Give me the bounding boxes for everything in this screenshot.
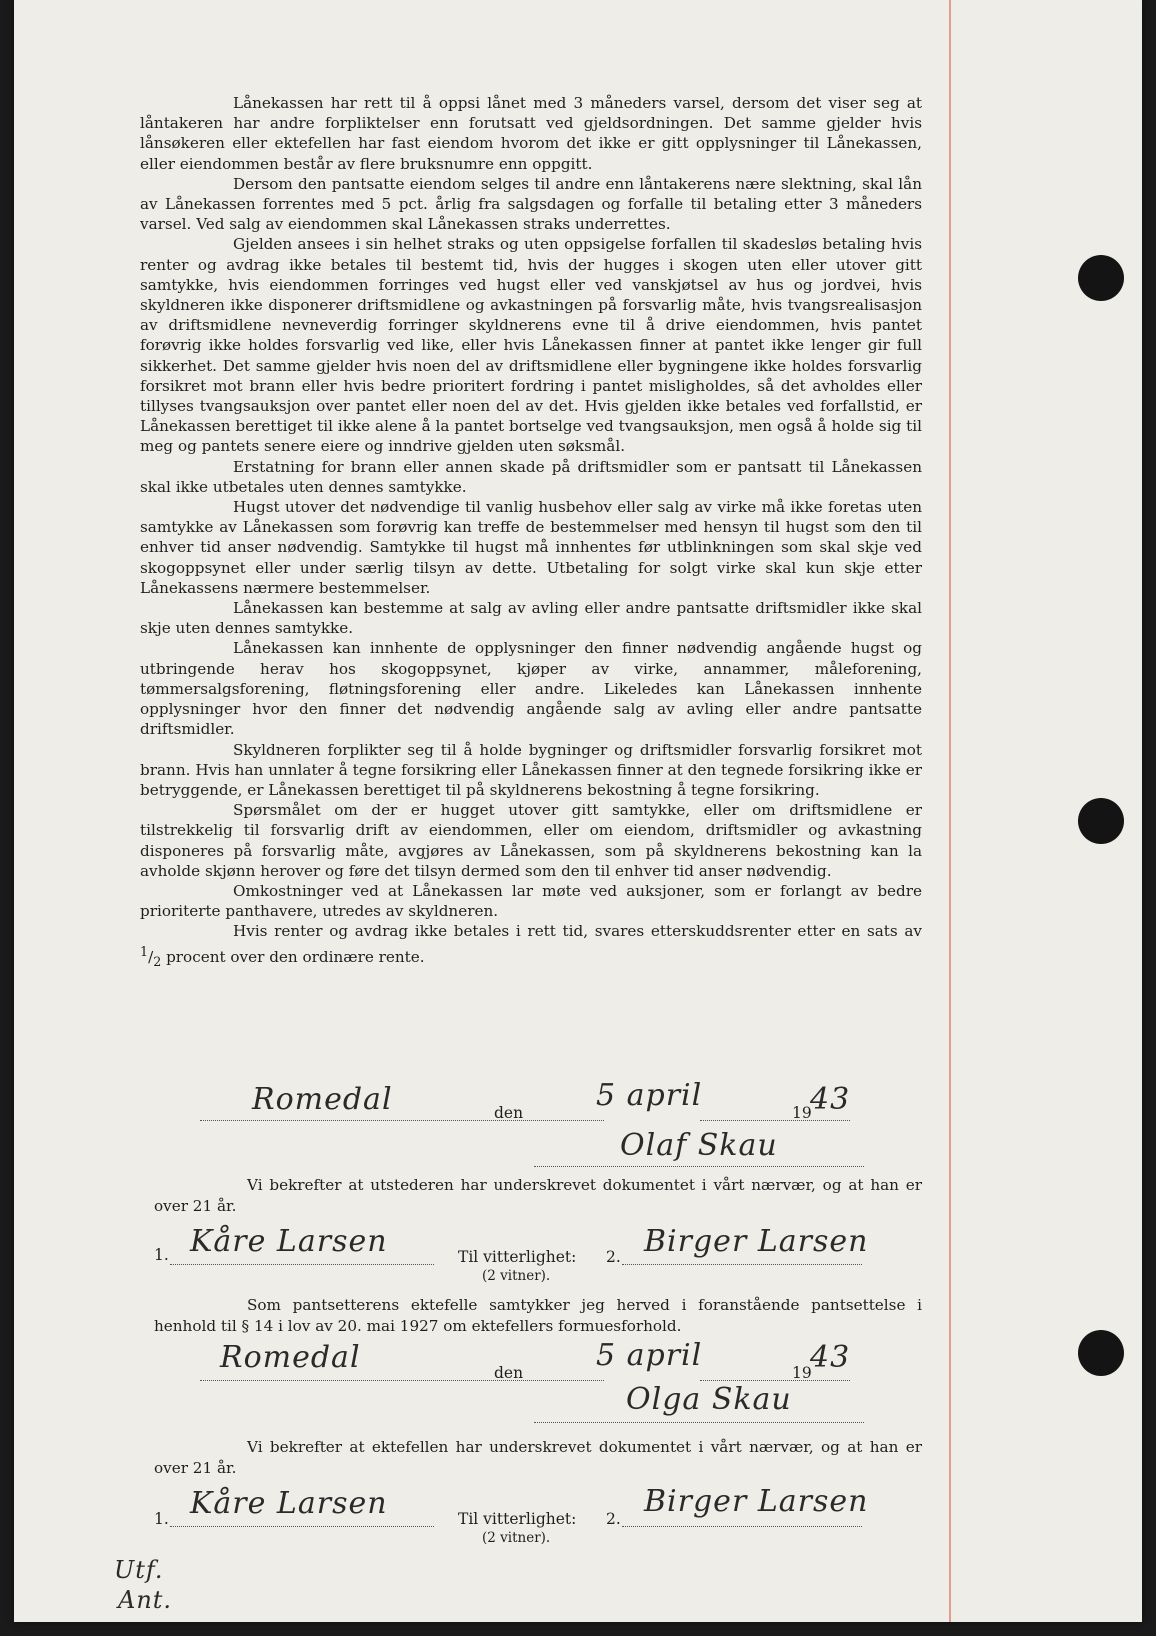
punch-hole-bottom <box>1078 1330 1124 1376</box>
punch-hole-middle <box>1078 798 1124 844</box>
punch-hole-top <box>1078 255 1124 301</box>
signature-olga-skau: Olga Skau <box>626 1382 792 1417</box>
fraction-denominator: 2 <box>153 953 162 969</box>
paragraph-costs: Omkostninger ved at Lånekassen lar møte ved auksjoner, som er forlangt av bedre prioriterte panthavere, utredes av skyldneren. <box>140 881 922 921</box>
den-label: den <box>494 1364 524 1382</box>
dotted-line <box>622 1264 862 1265</box>
dotted-line <box>700 1120 850 1121</box>
date-handwriting: 5 april <box>596 1078 703 1113</box>
witness-number-1: 1. <box>154 1510 169 1528</box>
paragraph-termination: Lånekassen har rett til å oppsi lånet med 3 måneders varsel, dersom det viser seg at låntakeren har andre forpliktelser enn forutsatt ved gjeldsordningen. Det samme gjelder hvis lånsøkeren eller ektefellen har fast eiendom hvorom det ikke er gitt opplysninger til Lånekassen, eller eiendommen består av flere bruksnumre enn oppgitt. <box>140 94 922 173</box>
year-handwriting: 43 <box>810 1082 851 1117</box>
place-handwriting: Romedal <box>220 1340 361 1375</box>
signer-row-2 <box>140 1382 922 1436</box>
signing-row-1 <box>140 1078 922 1132</box>
den-label: den <box>494 1104 524 1122</box>
witness-number-2: 2. <box>606 1248 621 1266</box>
margin-note-utf: Utf. <box>114 1556 164 1584</box>
date-handwriting: 5 april <box>596 1338 703 1373</box>
dotted-line <box>200 1380 604 1381</box>
witness-label: Til vitterlighet: <box>458 1248 577 1266</box>
paragraph-interest: Hvis renter og avdrag ikke betales i rett tid, svares etterskuddsrenter etter en sats av $^1/_2$ procent over den ordinære rente. <box>140 922 922 969</box>
signature-kare-larsen: Kåre Larsen <box>190 1224 388 1259</box>
paragraph-information: Lånekassen kan innhente de opplysninger den finner nødvendig angående hugst og utbringende herav hos skogoppsynet, kjøper av virke, annammer, måleforening, tømmersalgsforening, fløtningsforening eller andre. Likeledes kan Lånekassen innhente opplysninger hvor den finner det nødvendig angående salg av avling eller andre pantsatte driftsmidler. <box>140 639 922 739</box>
signature-kare-larsen: Kåre Larsen <box>190 1486 388 1521</box>
paragraph-sale: Dersom den pantsatte eiendom selges til andre enn låntakerens nære slektning, skal lån av Lånekassen forrentes med 5 pct. årlig fra salgsdagen og forfalle til betaling etter 3 måneders varsel. Ved salg av eiendommen skal Lånekassen straks underrettes. <box>140 174 922 234</box>
place-handwriting: Romedal <box>252 1082 393 1117</box>
terms-text <box>140 93 922 972</box>
year-prefix: 19 <box>792 1364 812 1382</box>
attestation-1: Vi bekrefter at utstederen har underskrevet dokumentet i vårt nærvær, og at han er over 21 år. <box>154 1176 922 1215</box>
dotted-line <box>170 1264 434 1265</box>
dotted-line <box>200 1120 604 1121</box>
signature-olaf-skau: Olaf Skau <box>620 1128 778 1163</box>
dotted-line <box>170 1526 434 1527</box>
witness-number-2: 2. <box>606 1510 621 1528</box>
witness-row-1 <box>140 1224 922 1284</box>
dotted-line <box>700 1380 850 1381</box>
dotted-line <box>622 1526 862 1527</box>
paragraph-assessment: Spørsmålet om der er hugget utover gitt samtykke, eller om driftsmidlene er tilstrekkelig til forsvarlig drift av eiendommen, eller om eiendom, driftsmidler og avkastning disponeres på forsvarlig måte, avgjøres av Lånekassen, som på skyldnerens bekostning kan la avholde skjønn herover og føre det tilsyn dermed som den til enhver tid anser nødvendig. <box>140 801 922 880</box>
signature-birger-larsen: Birger Larsen <box>644 1484 869 1519</box>
witness-count-note: (2 vitner). <box>482 1530 551 1546</box>
witness-count-note: (2 vitner). <box>482 1268 551 1284</box>
signer-row-1 <box>140 1128 922 1178</box>
paragraph-logging: Hugst utover det nødvendige til vanlig husbehov eller salg av virke må ikke foretas uten samtykke av Lånekassen som forøvrig kan treffe de bestemmelser med hensyn til hugst som den til enhver tid anser nødvendig. Samtykke til hugst må innhentes før utblinkningen som skal skje ved skogoppsynet eller under særlig tilsyn av dette. Utbetaling for solgt virke skal kun skje etter Lånekassens nærmere bestemmelser. <box>140 498 922 597</box>
witness-row-2 <box>140 1484 922 1546</box>
attestation-2: Vi bekrefter at ektefellen har underskrevet dokumentet i vårt nærvær, og at han er over 21 år. <box>154 1438 922 1477</box>
witness-number-1: 1. <box>154 1246 169 1264</box>
dotted-line <box>534 1166 864 1167</box>
signing-row-2 <box>140 1338 922 1392</box>
fraction-numerator: 1 <box>140 943 149 959</box>
paragraph-default: Gjelden ansees i sin helhet straks og uten oppsigelse forfallen til skadesløs betaling hvis renter og avdrag ikke betales til bestemt tid, hvis der hugges i skogen uten eller utover gitt samtykke, hvis eiendommen forringes ved hugst eller ved vanskjøtsel av hus og jordvei, hvis skyldneren ikke disponerer driftsmidlene og avkastningen på forsvarlig måte, hvis tvangsrealisasjon av driftsmidlene nevneverdig forringer skyldnerens evne til å drive eiendommen, hvis pantet forøvrig ikke holdes forsvarlig ved like, eller hvis Lånekassen finner at pantet ikke lenger gir full sikkerhet. Det samme gjelder hvis noen del av driftsmidlene eller bygningene ikke holdes forsvarlig forsikret mot brann eller hvis bedre prioritert fordring i pantet misligholdes, så det avholdes eller tillyses tvangsauksjon over pantet eller noen del av det. Hvis gjelden ikke betales ved forfallstid, er Lånekassen berettiget til ikke alene å la pantet bortselge ved tvangsauksjon, men også å holde sig til meg og pantets senere eiere og inndrive gjelden uten søksmål. <box>140 235 922 456</box>
red-margin-line <box>949 0 951 1622</box>
paragraph-crop-sale: Lånekassen kan bestemme at salg av avling eller andre pantsatte driftsmidler ikke skal skje uten dennes samtykke. <box>140 599 922 638</box>
year-handwriting: 43 <box>810 1340 851 1375</box>
dotted-line <box>534 1422 864 1423</box>
document-page <box>14 0 1142 1622</box>
spouse-consent: Som pantsetterens ektefelle samtykker jeg herved i foranstående pantsettelse i henhold til § 14 i lov av 20. mai 1927 om ektefellers formuesforhold. <box>154 1296 922 1335</box>
paragraph-insurance: Skyldneren forplikter seg til å holde bygninger og driftsmidler forsvarlig forsikret mot brann. Hvis han unnlater å tegne forsikring eller Lånekassen finner at den tegnede forsikring ikke er betryggende, er Lånekassen berettiget til på skyldnerens bekostning å tegne forsikring. <box>140 740 922 799</box>
year-prefix: 19 <box>792 1104 812 1122</box>
paragraph-compensation: Erstatning for brann eller annen skade på driftsmidler som er pantsatt til Lånekassen skal ikke utbetales uten dennes samtykke. <box>140 457 922 496</box>
signature-birger-larsen: Birger Larsen <box>644 1224 869 1259</box>
margin-note-ant: Ant. <box>118 1586 173 1614</box>
witness-label: Til vitterlighet: <box>458 1510 577 1528</box>
